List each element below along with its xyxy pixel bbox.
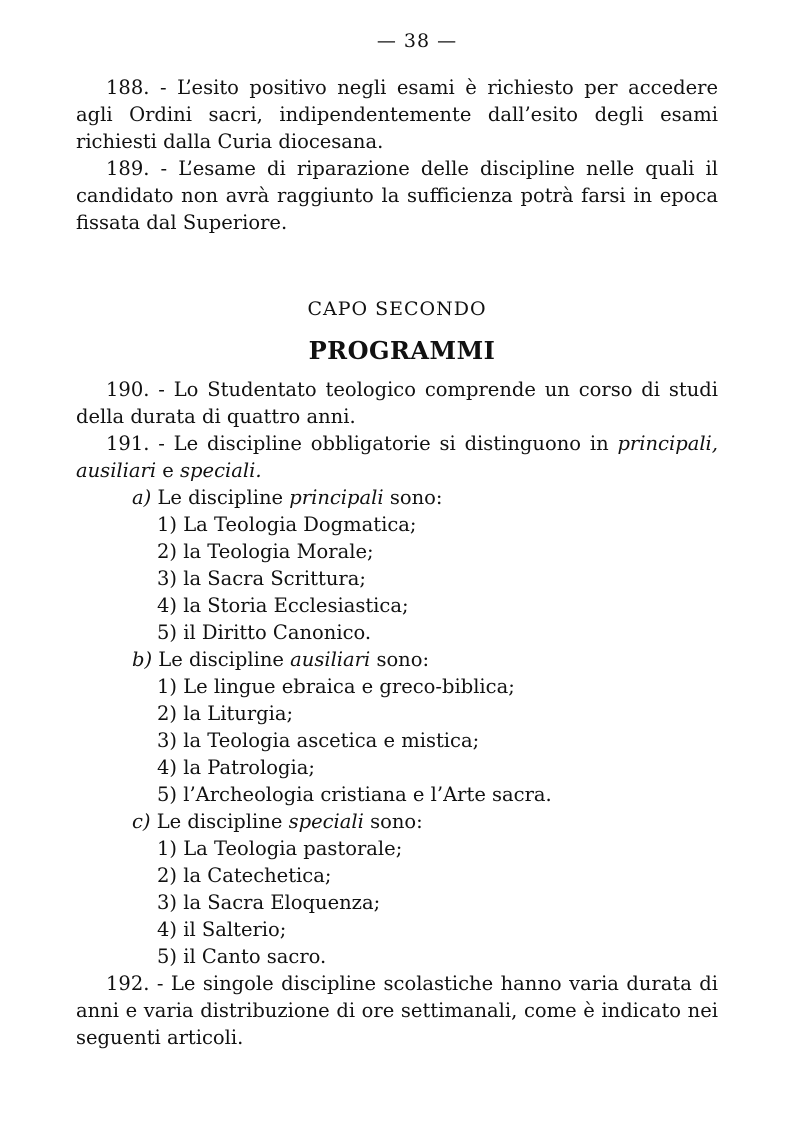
paragraph-number: 188. bbox=[106, 76, 150, 99]
group-label-italic: speciali bbox=[288, 810, 364, 833]
italic-term-principali: principali, bbox=[617, 432, 718, 455]
list-item: 3) la Sacra Scrittura; bbox=[157, 567, 366, 590]
list-item: 4) la Storia Ecclesiastica; bbox=[157, 594, 409, 617]
list-item: 2) la Catechetica; bbox=[157, 864, 332, 887]
list-item: 4) il Salterio; bbox=[157, 918, 287, 941]
list-item: 1) La Teologia pastorale; bbox=[157, 837, 403, 860]
page-number: — 38 — bbox=[376, 30, 458, 52]
paragraph-number: 189. bbox=[106, 157, 150, 180]
list-item: 5) il Canto sacro. bbox=[157, 945, 327, 968]
chapter-title: CAPO SECONDO bbox=[307, 298, 487, 320]
list-item: 4) la Patrologia; bbox=[157, 756, 315, 779]
document-page bbox=[76, 30, 718, 1051]
list-item: 3) la Sacra Eloquenza; bbox=[157, 891, 381, 914]
list-item: 5) il Diritto Canonico. bbox=[157, 621, 372, 644]
group-letter: a) bbox=[132, 486, 152, 509]
group-label-italic: principali bbox=[289, 486, 384, 509]
italic-term-ausiliari: ausiliari bbox=[76, 459, 157, 482]
section-heading: PROGRAMMI bbox=[308, 336, 496, 365]
list-item: 1) Le lingue ebraica e greco-biblica; bbox=[157, 675, 515, 698]
group-label-text: Le discipline bbox=[156, 810, 283, 833]
paragraph-188 bbox=[76, 74, 718, 155]
group-label-after: sono: bbox=[370, 810, 423, 833]
paragraph-text: - L’esito positivo negli esami è richiesto per accedere agli Ordini sacri, indipendentemente dall’esito degli esami richiesti dalla Curia diocesana. bbox=[76, 76, 718, 153]
group-label-text: Le discipline bbox=[158, 648, 284, 671]
list-item: 3) la Teologia ascetica e mistica; bbox=[157, 729, 480, 752]
paragraph-190 bbox=[76, 376, 718, 430]
group-label-text: Le discipline bbox=[157, 486, 284, 509]
section-gap bbox=[76, 236, 718, 296]
paragraph-text: - Lo Studentato teologico comprende un corso di studi della durata di quattro anni. bbox=[76, 378, 718, 428]
group-letter: b) bbox=[132, 648, 153, 671]
paragraph-number: 190. bbox=[106, 378, 150, 401]
group-label-b bbox=[76, 646, 718, 673]
group-label-a bbox=[76, 484, 718, 511]
paragraph-text: - Le discipline obbligatorie si distinguono in bbox=[158, 432, 609, 455]
paragraph-number: 191. bbox=[106, 432, 150, 455]
paragraph-189 bbox=[76, 155, 718, 236]
list-item: 1) La Teologia Dogmatica; bbox=[157, 513, 417, 536]
paragraph-number: 192. bbox=[106, 972, 150, 995]
group-label-italic: ausiliari bbox=[290, 648, 371, 671]
list-item: 2) la Teologia Morale; bbox=[157, 540, 374, 563]
group-label-c bbox=[76, 808, 718, 835]
list-item: 2) la Liturgia; bbox=[157, 702, 294, 725]
group-label-after: sono: bbox=[389, 486, 443, 509]
paragraph-192 bbox=[76, 970, 718, 1051]
paragraph-text: - L’esame di riparazione delle discipline nelle quali il candidato non avrà raggiunto la sufficienza potrà farsi in epoca fissata dal Superiore. bbox=[76, 157, 718, 234]
italic-term-speciali: speciali. bbox=[180, 459, 262, 482]
paragraph-text: - Le singole discipline scolastiche hanno varia durata di anni e varia distribuzione di ore settimanali, come è indicato nei seguenti articoli. bbox=[76, 972, 719, 1049]
group-letter: c) bbox=[132, 810, 151, 833]
group-label-after: sono: bbox=[376, 648, 430, 671]
paragraph-191 bbox=[76, 430, 718, 484]
conjunction: e bbox=[162, 459, 174, 482]
list-item: 5) l’Archeologia cristiana e l’Arte sacra. bbox=[157, 783, 552, 806]
